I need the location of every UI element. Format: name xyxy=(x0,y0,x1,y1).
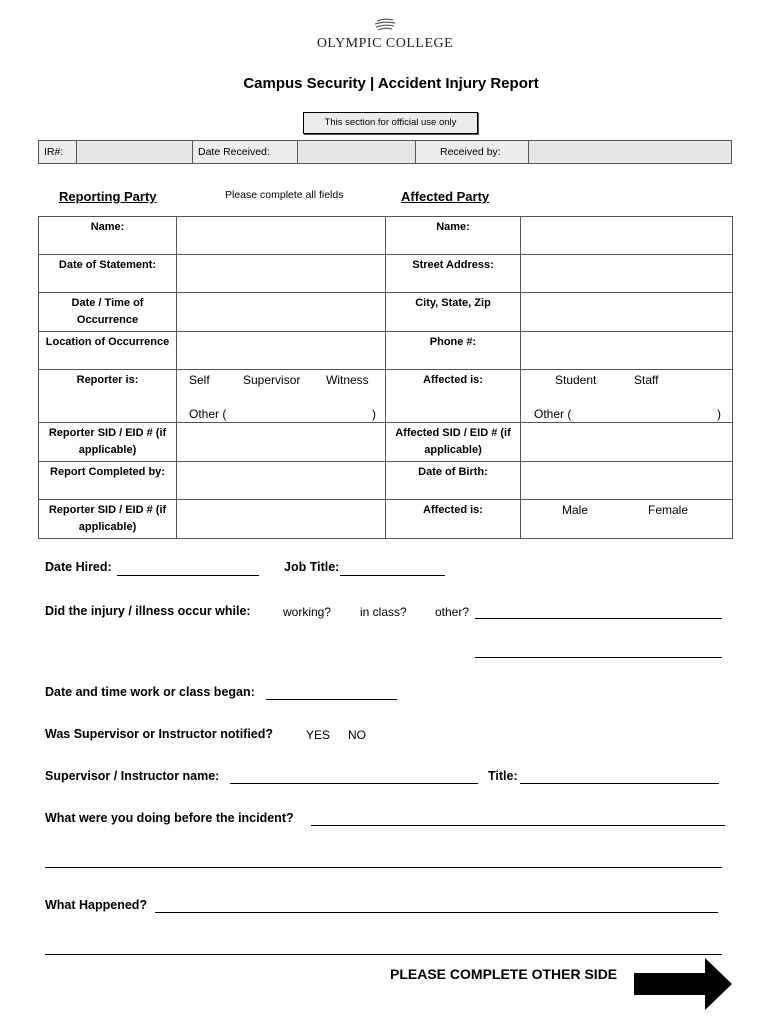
reporter-sid-field[interactable] xyxy=(177,423,386,462)
option-self[interactable]: Self xyxy=(189,373,210,387)
college-logo xyxy=(0,18,770,52)
other-occur-field[interactable] xyxy=(475,605,722,619)
page-title: Campus Security | Accident Injury Report xyxy=(243,75,539,92)
date-of-statement-label: Date of Statement: xyxy=(39,255,177,293)
received-by-label: Received by: xyxy=(416,141,529,163)
option-male[interactable]: Male xyxy=(562,503,589,517)
affected-party-heading: Affected Party xyxy=(401,189,490,204)
option-student[interactable]: Student xyxy=(555,373,597,387)
date-of-birth-label: Date of Birth: xyxy=(386,462,521,500)
ir-label: IR#: xyxy=(39,141,77,163)
affected-other-close-paren: ) xyxy=(717,407,721,421)
city-state-zip-field[interactable] xyxy=(521,293,733,332)
street-address-field[interactable] xyxy=(521,255,733,293)
date-received-label: Date Received: xyxy=(193,141,298,163)
phone-label: Phone #: xyxy=(386,332,521,370)
doing-before-label: What were you doing before the incident? xyxy=(45,811,294,825)
option-female[interactable]: Female xyxy=(648,503,689,517)
work-began-label: Date and time work or class began: xyxy=(45,685,255,699)
location-occurrence-field[interactable] xyxy=(177,332,386,370)
logo-text: OLYMPIC COLLEGE xyxy=(316,36,454,51)
doing-before-field-2[interactable] xyxy=(45,855,722,868)
option-affected-other[interactable]: Other ( xyxy=(534,407,572,421)
gender-options xyxy=(521,500,733,539)
reporter-name-field[interactable] xyxy=(177,217,386,255)
option-supervisor[interactable]: Supervisor xyxy=(243,373,301,387)
job-title-field[interactable] xyxy=(340,561,445,576)
option-other[interactable]: Other ( xyxy=(189,407,227,421)
reporter-sid-2-label: Reporter SID / EID # (if applicable) xyxy=(39,500,177,539)
date-time-occurrence-field[interactable] xyxy=(177,293,386,332)
complete-other-side-text: PLEASE COMPLETE OTHER SIDE xyxy=(390,966,618,982)
official-use-row xyxy=(38,140,732,164)
other-close-paren: ) xyxy=(372,407,376,421)
affected-sid-label: Affected SID / EID # (if applicable) xyxy=(386,423,521,462)
report-completed-by-field[interactable] xyxy=(177,462,386,500)
supervisor-name-label: Supervisor / Instructor name: xyxy=(45,769,220,783)
supervisor-title-field[interactable] xyxy=(520,770,719,784)
instruction-text: Please complete all fields xyxy=(225,189,344,201)
injury-occur-label: Did the injury / illness occur while: xyxy=(45,604,251,618)
received-by-field[interactable] xyxy=(529,141,731,163)
right-arrow-icon xyxy=(633,957,733,1011)
option-yes[interactable]: YES xyxy=(306,728,331,742)
reporting-party-heading: Reporting Party xyxy=(59,189,157,204)
logo-mark-icon xyxy=(373,18,397,32)
supervisor-name-field[interactable] xyxy=(230,770,478,784)
date-of-statement-field[interactable] xyxy=(177,255,386,293)
reporter-sid-label: Reporter SID / EID # (if applicable) xyxy=(39,423,177,462)
option-staff[interactable]: Staff xyxy=(634,373,659,387)
reporter-is-options xyxy=(177,370,386,423)
affected-is-label: Affected is: xyxy=(386,370,521,423)
date-of-birth-field[interactable] xyxy=(521,462,733,500)
location-occurrence-label: Location of Occurrence xyxy=(39,332,177,370)
reporter-sid-2-field[interactable] xyxy=(177,500,386,539)
doing-before-field[interactable] xyxy=(311,812,725,826)
option-other-occur[interactable]: other? xyxy=(435,605,470,619)
supervisor-title-label: Title: xyxy=(488,769,518,783)
what-happened-label: What Happened? xyxy=(45,898,148,912)
option-witness[interactable]: Witness xyxy=(326,373,369,387)
affected-is-options xyxy=(521,370,733,423)
affected-name-field[interactable] xyxy=(521,217,733,255)
date-hired-field[interactable] xyxy=(117,561,259,576)
date-received-field[interactable] xyxy=(298,141,416,163)
city-state-zip-label: City, State, Zip xyxy=(386,293,521,332)
option-no[interactable]: NO xyxy=(348,728,366,742)
supervisor-notified-label: Was Supervisor or Instructor notified? xyxy=(45,727,274,741)
job-title-label: Job Title: xyxy=(284,560,340,574)
option-in-class[interactable]: in class? xyxy=(360,605,407,619)
reporter-name-label: Name: xyxy=(39,217,177,255)
reporter-is-label: Reporter is: xyxy=(39,370,177,423)
official-use-note: This section for official use only xyxy=(303,112,478,134)
party-table xyxy=(38,216,733,539)
other-occur-field-2[interactable] xyxy=(475,645,722,658)
phone-field[interactable] xyxy=(521,332,733,370)
affected-gender-label: Affected is: xyxy=(386,500,521,539)
date-time-occurrence-label: Date / Time of Occurrence xyxy=(39,293,177,332)
date-hired-label: Date Hired: xyxy=(45,560,112,574)
report-completed-by-label: Report Completed by: xyxy=(39,462,177,500)
what-happened-field-2[interactable] xyxy=(45,942,722,955)
what-happened-field[interactable] xyxy=(155,899,718,913)
street-address-label: Street Address: xyxy=(386,255,521,293)
option-working[interactable]: working? xyxy=(283,605,332,619)
work-began-field[interactable] xyxy=(266,686,397,700)
ir-field[interactable] xyxy=(77,141,193,163)
affected-sid-field[interactable] xyxy=(521,423,733,462)
affected-name-label: Name: xyxy=(386,217,521,255)
